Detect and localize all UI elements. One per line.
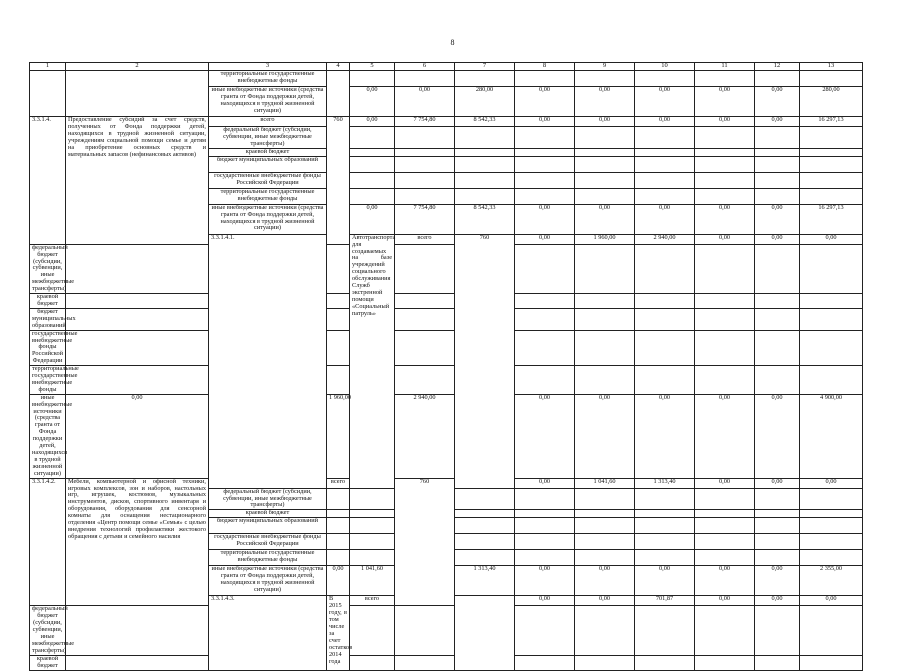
amount-cell — [755, 244, 800, 293]
amount-cell — [635, 550, 695, 566]
amount-cell — [635, 308, 695, 330]
page-number: 8 — [450, 38, 455, 47]
amount-cell — [575, 366, 635, 395]
amount-cell — [695, 655, 755, 670]
table-row — [30, 478, 863, 488]
amount-cell: 0,00 — [800, 478, 863, 488]
amount-cell — [515, 510, 575, 518]
amount-cell — [350, 488, 395, 510]
amount-cell — [575, 510, 635, 518]
amount-cell — [800, 534, 863, 550]
table-row — [30, 366, 863, 395]
funding-source: краевой бюджет — [209, 510, 327, 518]
amount-cell — [635, 71, 695, 87]
amount-cell — [635, 366, 695, 395]
funding-source: государственные внебюджетные фонды Российской Федерации — [209, 172, 327, 188]
amount-cell — [350, 127, 395, 149]
amount-cell — [575, 188, 635, 204]
amount-cell: 280,00 — [800, 87, 863, 117]
funding-source: бюджет муниципальных образований — [30, 308, 66, 330]
row-name — [66, 71, 209, 117]
amount-cell — [755, 330, 800, 366]
amount-cell — [515, 244, 575, 293]
amount-cell: 0,00 — [755, 234, 800, 244]
amount-cell: 0,00 — [66, 394, 209, 478]
table-row — [30, 394, 863, 478]
amount-cell — [695, 127, 755, 149]
amount-cell — [635, 188, 695, 204]
amount-cell: 0,00 — [635, 394, 695, 478]
column-number-9: 9 — [575, 63, 635, 71]
amount-cell — [327, 294, 350, 309]
amount-cell: 0,00 — [695, 117, 755, 127]
amount-cell — [755, 71, 800, 87]
table-row — [30, 330, 863, 366]
amount-cell: 0,00 — [515, 394, 575, 478]
amount-cell: 0,00 — [515, 204, 575, 234]
amount-cell — [695, 510, 755, 518]
amount-cell — [327, 550, 350, 566]
amount-cell — [755, 366, 800, 395]
funding-source: всего — [327, 478, 350, 488]
amount-cell: 8 542,33 — [455, 117, 515, 127]
amount-cell — [695, 156, 755, 172]
amount-cell — [695, 550, 755, 566]
amount-cell — [350, 550, 395, 566]
amount-cell — [755, 156, 800, 172]
amount-cell — [755, 510, 800, 518]
row-code: 3.3.1.4.2. — [30, 478, 66, 606]
amount-cell: 0,00 — [695, 478, 755, 488]
row-code: 3.3.1.4. — [30, 117, 66, 245]
amount-cell: 2 355,00 — [800, 566, 863, 596]
amount-cell: 7 754,80 — [395, 117, 455, 127]
column-number-5: 5 — [350, 63, 395, 71]
amount-cell — [800, 148, 863, 156]
amount-cell — [635, 156, 695, 172]
amount-cell — [575, 534, 635, 550]
funding-source: территориальные государственные внебюджетные фонды — [30, 366, 66, 395]
amount-cell — [800, 518, 863, 534]
amount-cell — [695, 534, 755, 550]
amount-cell — [515, 156, 575, 172]
kbk-code: 760 — [455, 234, 515, 488]
column-number-7: 7 — [455, 63, 515, 71]
amount-cell: 0,00 — [515, 234, 575, 244]
amount-cell — [635, 606, 695, 655]
table-row — [30, 244, 863, 293]
amount-cell: 1 960,00 — [575, 234, 635, 244]
amount-cell — [350, 518, 395, 534]
amount-cell — [755, 655, 800, 670]
amount-cell — [350, 71, 395, 87]
amount-cell — [695, 71, 755, 87]
amount-cell — [755, 172, 800, 188]
amount-cell — [395, 366, 455, 395]
amount-cell — [350, 606, 395, 655]
column-number-row — [30, 63, 863, 71]
kbk-code: 760 — [395, 478, 455, 606]
amount-cell — [635, 510, 695, 518]
amount-cell — [455, 127, 515, 149]
amount-cell: 0,00 — [350, 87, 395, 117]
amount-cell: 0,00 — [575, 566, 635, 596]
funding-source: всего — [350, 596, 395, 606]
funding-source: государственные внебюджетные фонды Российской Федерации — [209, 534, 327, 550]
amount-cell — [327, 534, 350, 550]
amount-cell — [635, 518, 695, 534]
funding-source: федеральный бюджет (субсидии, субвенции, иные межбюджетные трансферты) — [209, 127, 327, 149]
amount-cell — [755, 294, 800, 309]
amount-cell — [350, 148, 395, 156]
column-number-12: 12 — [755, 63, 800, 71]
amount-cell — [800, 488, 863, 510]
amount-cell — [635, 172, 695, 188]
column-number-13: 13 — [800, 63, 863, 71]
amount-cell — [695, 606, 755, 655]
amount-cell — [350, 156, 395, 172]
amount-cell — [575, 488, 635, 510]
amount-cell — [395, 294, 455, 309]
amount-cell — [455, 172, 515, 188]
amount-cell — [515, 148, 575, 156]
amount-cell — [635, 148, 695, 156]
amount-cell: 0,00 — [695, 87, 755, 117]
amount-cell — [575, 308, 635, 330]
amount-cell: 1 313,40 — [455, 566, 515, 596]
amount-cell: 0,00 — [575, 204, 635, 234]
amount-cell — [755, 550, 800, 566]
amount-cell — [755, 308, 800, 330]
amount-cell — [515, 127, 575, 149]
amount-cell: 0,00 — [755, 87, 800, 117]
amount-cell — [515, 330, 575, 366]
amount-cell — [800, 550, 863, 566]
amount-cell — [800, 156, 863, 172]
kbk-code: 760 — [327, 117, 350, 245]
amount-cell: 0,00 — [635, 87, 695, 117]
amount-cell — [575, 606, 635, 655]
amount-cell — [695, 366, 755, 395]
amount-cell — [575, 294, 635, 309]
amount-cell — [327, 488, 350, 510]
amount-cell — [575, 156, 635, 172]
funding-source: иные внебюджетные источники (средства гранта от Фонда поддержки детей, находящихся в трудной жизненной ситуации) — [30, 394, 66, 478]
amount-cell: 280,00 — [455, 87, 515, 117]
amount-cell: 0,00 — [515, 87, 575, 117]
amount-cell — [66, 244, 209, 293]
amount-cell — [800, 606, 863, 655]
column-number-10: 10 — [635, 63, 695, 71]
amount-cell — [395, 71, 455, 87]
amount-cell — [66, 330, 209, 366]
amount-cell: 0,00 — [327, 566, 350, 596]
amount-cell — [395, 244, 455, 293]
amount-cell: 0,00 — [755, 117, 800, 127]
amount-cell — [755, 606, 800, 655]
amount-cell — [395, 148, 455, 156]
amount-cell — [635, 127, 695, 149]
amount-cell — [575, 518, 635, 534]
funding-source: федеральный бюджет (субсидии, субвенции, иные межбюджетные трансферты) — [30, 606, 66, 655]
row-code: 3.3.1.4.1. — [209, 234, 327, 488]
amount-cell — [395, 606, 455, 655]
amount-cell — [575, 655, 635, 670]
amount-cell — [350, 188, 395, 204]
amount-cell — [800, 366, 863, 395]
amount-cell — [515, 518, 575, 534]
table-row — [30, 71, 863, 87]
amount-cell — [66, 655, 209, 670]
amount-cell — [395, 127, 455, 149]
amount-cell: 2 940,00 — [395, 394, 455, 478]
amount-cell: 0,00 — [755, 478, 800, 488]
amount-cell — [327, 330, 350, 366]
amount-cell: 0,00 — [755, 596, 800, 606]
amount-cell — [695, 188, 755, 204]
amount-cell — [635, 655, 695, 670]
amount-cell: 16 297,13 — [800, 204, 863, 234]
amount-cell: 0,00 — [575, 117, 635, 127]
amount-cell — [695, 330, 755, 366]
amount-cell — [800, 244, 863, 293]
funding-source: краевой бюджет — [209, 148, 327, 156]
amount-cell — [66, 366, 209, 395]
amount-cell — [515, 550, 575, 566]
funding-source: иные внебюджетные источники (средства гранта от Фонда поддержки детей, находящихся в трудной жизненной ситуации) — [209, 204, 327, 234]
funding-source: территориальные государственные внебюджетные фонды — [209, 71, 327, 87]
amount-cell — [755, 488, 800, 510]
amount-cell — [327, 366, 350, 395]
amount-cell — [515, 294, 575, 309]
funding-source: бюджет муниципальных образований — [209, 518, 327, 534]
amount-cell: 0,00 — [575, 87, 635, 117]
amount-cell — [395, 156, 455, 172]
amount-cell — [635, 244, 695, 293]
amount-cell: 0,00 — [755, 394, 800, 478]
funding-source: иные внебюджетные источники (средства гранта от Фонда поддержки детей, находящихся в трудной жизненной ситуации) — [209, 87, 327, 117]
amount-cell: 7 754,80 — [395, 204, 455, 234]
amount-cell — [800, 330, 863, 366]
amount-cell — [635, 294, 695, 309]
amount-cell — [327, 518, 350, 534]
funding-source: иные внебюджетные источники (средства гранта от Фонда поддержки детей, находящихся в трудной жизненной ситуации) — [209, 566, 327, 596]
amount-cell — [800, 655, 863, 670]
amount-cell — [455, 156, 515, 172]
amount-cell: 0,00 — [800, 234, 863, 244]
amount-cell — [575, 71, 635, 87]
funding-source: всего — [395, 234, 455, 244]
amount-cell: 1 041,60 — [575, 478, 635, 488]
amount-cell — [515, 172, 575, 188]
amount-cell — [755, 188, 800, 204]
amount-cell — [755, 518, 800, 534]
amount-cell — [635, 534, 695, 550]
column-number-2: 2 — [66, 63, 209, 71]
amount-cell — [695, 518, 755, 534]
amount-cell: 701,87 — [635, 596, 695, 606]
amount-cell — [515, 71, 575, 87]
amount-cell — [515, 488, 575, 510]
amount-cell — [515, 188, 575, 204]
amount-cell: 0,00 — [755, 204, 800, 234]
table-row — [30, 655, 863, 670]
funding-source: всего — [209, 117, 327, 127]
amount-cell — [327, 510, 350, 518]
column-number-1: 1 — [30, 63, 66, 71]
row-code: 3.3.1.4.3. — [209, 596, 327, 670]
amount-cell — [635, 330, 695, 366]
funding-source: федеральный бюджет (субсидии, субвенции, иные межбюджетные трансферты) — [30, 244, 66, 293]
amount-cell — [695, 488, 755, 510]
amount-cell — [575, 550, 635, 566]
amount-cell: 0,00 — [515, 117, 575, 127]
kbk-code — [327, 71, 350, 117]
column-number-3: 3 — [209, 63, 327, 71]
amount-cell — [695, 308, 755, 330]
amount-cell — [66, 294, 209, 309]
amount-cell: 0,00 — [635, 566, 695, 596]
amount-cell — [395, 330, 455, 366]
column-number-4: 4 — [327, 63, 350, 71]
table-row — [30, 606, 863, 655]
amount-cell — [395, 172, 455, 188]
amount-cell — [575, 244, 635, 293]
amount-cell: 0,00 — [515, 596, 575, 606]
funding-source: территориальные государственные внебюджетные фонды — [209, 188, 327, 204]
amount-cell: 0,00 — [515, 478, 575, 488]
amount-cell — [800, 71, 863, 87]
amount-cell — [327, 308, 350, 330]
amount-cell: 1 313,40 — [635, 478, 695, 488]
table-row — [30, 117, 863, 127]
amount-cell — [455, 71, 515, 87]
amount-cell — [800, 188, 863, 204]
amount-cell: 0,00 — [350, 117, 395, 127]
amount-cell: 0,00 — [800, 596, 863, 606]
amount-cell: 0,00 — [575, 596, 635, 606]
amount-cell — [800, 294, 863, 309]
amount-cell: 0,00 — [635, 204, 695, 234]
amount-cell — [575, 148, 635, 156]
amount-cell: 0,00 — [695, 566, 755, 596]
amount-cell — [327, 244, 350, 293]
row-name: В 2015 году, в том числе за счет остатков 2014 года — [327, 596, 350, 670]
amount-cell — [800, 127, 863, 149]
budget-table — [29, 62, 863, 671]
amount-cell: 8 542,33 — [455, 204, 515, 234]
amount-cell — [66, 308, 209, 330]
amount-cell — [515, 308, 575, 330]
amount-cell — [755, 148, 800, 156]
amount-cell — [395, 308, 455, 330]
amount-cell — [455, 188, 515, 204]
amount-cell — [515, 534, 575, 550]
amount-cell — [575, 127, 635, 149]
column-number-11: 11 — [695, 63, 755, 71]
amount-cell — [455, 510, 515, 518]
kbk-code — [455, 596, 515, 670]
amount-cell: 0,00 — [635, 117, 695, 127]
column-number-6: 6 — [395, 63, 455, 71]
amount-cell: 0,00 — [755, 566, 800, 596]
amount-cell — [350, 172, 395, 188]
amount-cell — [455, 518, 515, 534]
amount-cell: 2 940,00 — [635, 234, 695, 244]
row-name: Мебели, компьютерной и офисной техники, игровых комплексов, зон и наборов, настольных игр, игрушек, костюмов, музыкальных инструментов, дисков, спортивного инвентаря и оборудования, оборудования для сенсорной комнаты для оснащения нестационарного отделения «Центр помощи семье «Семья» с целью внедрения технологий профилактики жестокого обращения с детьми и семейного насилия — [66, 478, 209, 606]
amount-cell — [395, 655, 455, 670]
table-row — [30, 294, 863, 309]
funding-source: бюджет муниципальных образований — [209, 156, 327, 172]
amount-cell: 0,00 — [695, 394, 755, 478]
funding-source: краевой бюджет — [30, 655, 66, 670]
amount-cell — [350, 655, 395, 670]
table-body — [30, 63, 863, 671]
amount-cell — [695, 172, 755, 188]
amount-cell: 0,00 — [695, 234, 755, 244]
amount-cell — [755, 127, 800, 149]
amount-cell — [800, 510, 863, 518]
amount-cell — [515, 366, 575, 395]
amount-cell — [350, 510, 395, 518]
amount-cell — [575, 330, 635, 366]
amount-cell — [695, 244, 755, 293]
funding-source: федеральный бюджет (субсидии, субвенции, иные межбюджетные трансферты) — [209, 488, 327, 510]
amount-cell — [350, 534, 395, 550]
funding-source: краевой бюджет — [30, 294, 66, 309]
amount-cell — [515, 606, 575, 655]
amount-cell: 0,00 — [695, 596, 755, 606]
amount-cell — [66, 606, 209, 655]
amount-cell: 0,00 — [395, 87, 455, 117]
table-row — [30, 308, 863, 330]
amount-cell — [755, 534, 800, 550]
row-name: Предоставление субсидий за счет средств, полученных от Фонда поддержки детей, находящихся в трудной жизненной ситуации, учреждениям социальной помощи семье и детям на приобретение основных средств и материальных запасов (нефинансовых активов) — [66, 117, 209, 245]
amount-cell — [455, 148, 515, 156]
amount-cell — [695, 148, 755, 156]
amount-cell: 0,00 — [575, 394, 635, 478]
amount-cell — [515, 655, 575, 670]
funding-source: территориальные государственные внебюджетные фонды — [209, 550, 327, 566]
amount-cell: 0,00 — [515, 566, 575, 596]
amount-cell — [635, 488, 695, 510]
amount-cell: 4 900,00 — [800, 394, 863, 478]
amount-cell — [395, 188, 455, 204]
amount-cell — [455, 488, 515, 510]
row-code — [30, 71, 66, 117]
row-name: Автотранспорта для создаваемых на базе учреждений социального обслуживания Служб экстренной помощи «Социальный патруль» — [350, 234, 395, 488]
amount-cell: 16 297,13 — [800, 117, 863, 127]
amount-cell — [800, 308, 863, 330]
funding-source: государственные внебюджетные фонды Российской Федерации — [30, 330, 66, 366]
amount-cell — [575, 172, 635, 188]
amount-cell — [455, 534, 515, 550]
amount-cell — [455, 550, 515, 566]
amount-cell — [695, 294, 755, 309]
amount-cell: 1 960,00 — [327, 394, 350, 478]
amount-cell: 1 041,60 — [350, 566, 395, 596]
amount-cell: 0,00 — [695, 204, 755, 234]
amount-cell — [800, 172, 863, 188]
amount-cell: 0,00 — [350, 204, 395, 234]
column-number-8: 8 — [515, 63, 575, 71]
